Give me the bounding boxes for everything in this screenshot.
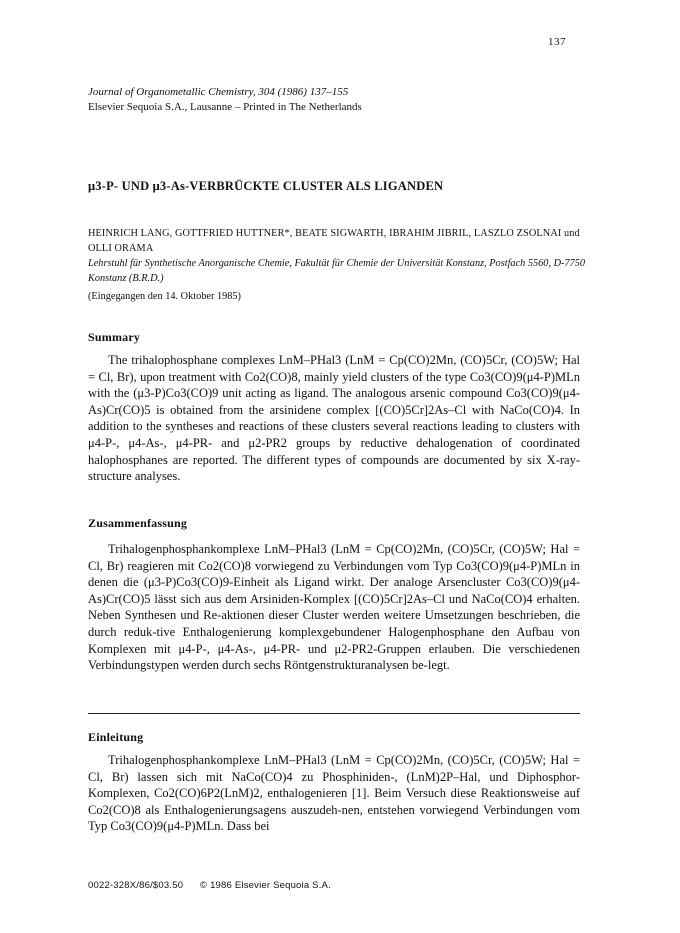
footer <box>88 880 345 891</box>
publisher-line: Elsevier Sequoia S.A., Lausanne – Printed in The Netherlands <box>88 101 362 113</box>
summary-paragraph <box>88 352 580 485</box>
einleitung-paragraph <box>88 752 580 835</box>
received-date: (Eingegangen den 14. Oktober 1985) <box>88 291 241 302</box>
article-title: μ3-P- UND μ3-As-VERBRÜCKTE CLUSTER ALS LIGANDEN <box>88 179 444 193</box>
page-number: 137 <box>548 36 566 48</box>
affiliation: Lehrstuhl für Synthetische Anorganische Chemie, Fakultät für Chemie der Universität Konstanz, Postfach 5560, D-7750 Konstanz (B.R.D.) <box>88 258 586 284</box>
zusammenfassung-text: Trihalogenphosphankomplexe LnM–PHal3 (LnM = Cp(CO)2Mn, (CO)5Cr, (CO)5W; Hal = Cl, Br) reagieren mit Co2(CO)8 vorwiegend zu Verbindungen vom Typ Co3(CO)9(μ4-P)MLn in denen die (μ3-P)Co3(CO)9-Einheit als Ligand wirkt. Der analoge Arsencluster Co3(CO)9(μ4-As)Cr(CO)5 lässt sich aus dem Arsiniden-Komplex [(CO)5Cr]2As–Cl und NaCo(CO)4 erhalten. Neben Synthesen und Re-aktionen dieser Cluster werden weitere Umsetzungen beschrieben, die durch reduk-tive Enthalogenierung komplexgebundener Halogenphosphane den Aufbau von Komplexen mit μ4-P-, μ4-As-, μ4-PR- und μ2-PR2-Gruppen erlauben. Die verschiedenen Verbindungstypen werden durch sechs Röntgenstrukturanalysen be-legt. <box>88 542 580 673</box>
journal-citation: Journal of Organometallic Chemistry, 304 (1986) 137–155 <box>88 86 349 98</box>
section-divider <box>88 713 580 714</box>
issn-code: 0022-328X/86/$03.50 <box>88 880 184 891</box>
author-list: HEINRICH LANG, GOTTFRIED HUTTNER*, BEATE SIGWARTH, IBRAHIM JIBRIL, LASZLO ZSOLNAI und OLLI ORAMA <box>88 228 580 254</box>
summary-text: The trihalophosphane complexes LnM–PHal3 (LnM = Cp(CO)2Mn, (CO)5Cr, (CO)5W; Hal = Cl, Br), upon treatment with Co2(CO)8, mainly yield clusters of the type Co3(CO)9(μ4-P)MLn with the (μ3-P)Co3(CO)9 unit acting as ligand. The analogous arsenic compound Co3(CO)9(μ4-As)Cr(CO)5 is obtained from the arsinidene complex [(CO)5Cr]2As–Cl with NaCo(CO)4. In addition to the syntheses and reactions of these clusters several reactions leading to clusters with μ4-P-, μ4-As-, μ4-PR- and μ2-PR2 groups by reductive dehalogenation of coordinated halophosphanes are reported. The different types of compounds are documented by six X-ray-structure analyses. <box>88 353 580 484</box>
summary-heading: Summary <box>88 330 141 344</box>
einleitung-heading: Einleitung <box>88 730 144 744</box>
einleitung-text: Trihalogenphosphankomplexe LnM–PHal3 (LnM = Cp(CO)2Mn, (CO)5Cr, (CO)5W; Hal = Cl, Br) lassen sich mit NaCo(CO)4 zu Phosphiniden-, (LnM)2P–Hal, und Diphosphor-Komplexen, Co2(CO)6P2(LnM)2, enthalogenieren [1]. Beim Versuch diese Reaktionsweise auf Co2(CO)8 als Enthalogenierungsagens auszudeh-nen, entstehen vorwiegend Verbindungen vom Typ Co3(CO)9(μ4-P)MLn. Dass bei <box>88 753 580 834</box>
zusammenfassung-heading: Zusammenfassung <box>88 516 188 530</box>
zusammenfassung-paragraph <box>88 541 580 674</box>
copyright-line: © 1986 Elsevier Sequoia S.A. <box>200 880 331 891</box>
